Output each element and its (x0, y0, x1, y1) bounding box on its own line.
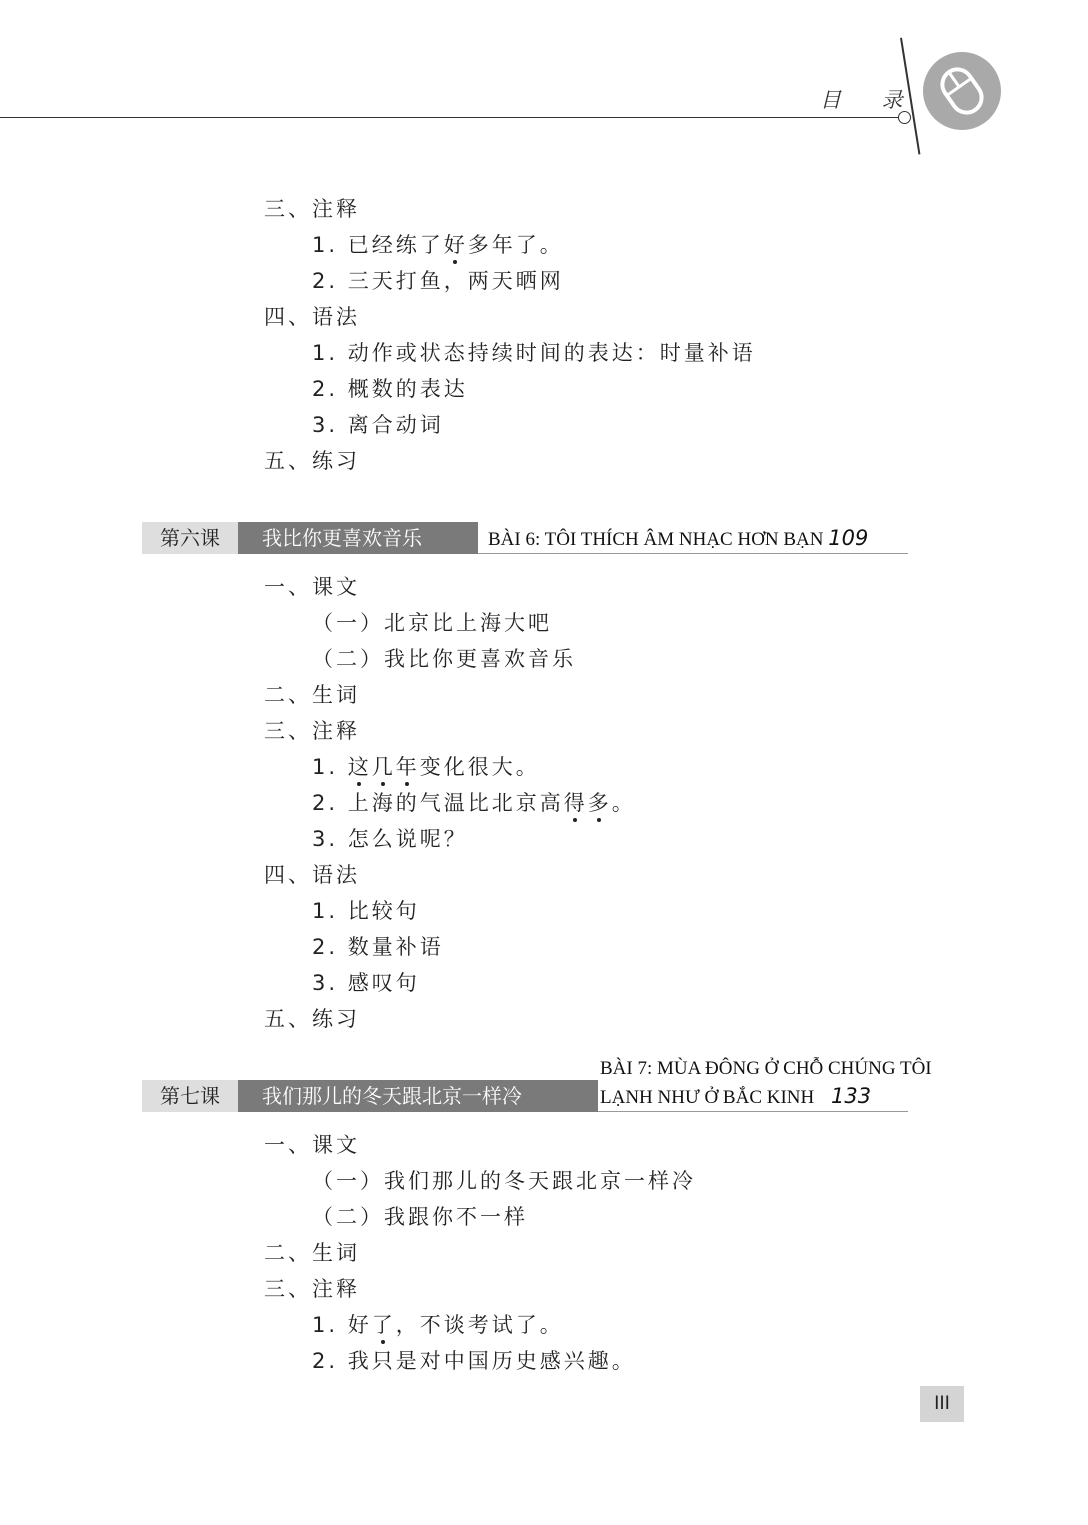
toc-heading-exercises[interactable]: 五、练习 (264, 449, 360, 473)
toc-heading-text[interactable]: 一、课文 (264, 1133, 360, 1157)
toc-item[interactable]: 3. 怎么说呢？ (312, 827, 468, 851)
lesson-title-chinese: 我比你更喜欢音乐 (238, 522, 478, 554)
toc-item[interactable]: （二）我比你更喜欢音乐 (312, 647, 576, 671)
lesson-title-vietnamese-line2 (600, 1084, 871, 1109)
toc-heading-exercises[interactable]: 五、练习 (264, 1007, 360, 1031)
toc-heading-vocabulary[interactable]: 二、生词 (264, 683, 360, 707)
toc-item[interactable]: 1. 动作或状态持续时间的表达：时量补语 (312, 341, 756, 365)
lesson-number: 第六课 (142, 522, 238, 554)
toc-item[interactable]: 2. 概数的表达 (312, 377, 468, 401)
lesson-title-vietnamese-text: LẠNH NHƯ Ở BẮC KINH (600, 1087, 815, 1108)
page-number: III (920, 1386, 964, 1422)
toc-item[interactable]: （一）北京比上海大吧 (312, 611, 552, 635)
toc-heading-notes[interactable]: 三、注释 (264, 1277, 360, 1301)
toc-item[interactable]: 2. 三天打鱼，两天晒网 (312, 269, 564, 293)
toc-heading-grammar[interactable]: 四、语法 (264, 863, 360, 887)
lesson-page-number: 133 (830, 1084, 872, 1108)
lesson-underline (598, 1111, 908, 1112)
toc-item[interactable]: 3. 离合动词 (312, 413, 444, 437)
mouse-icon (923, 52, 1001, 130)
toc-heading-text[interactable]: 一、课文 (264, 575, 360, 599)
toc-item[interactable]: 1. 已经练了好多年了。 (312, 233, 564, 257)
toc-item[interactable]: 3. 感叹句 (312, 971, 420, 995)
toc-heading-notes[interactable]: 三、注释 (264, 719, 360, 743)
toc-heading-notes[interactable]: 三、注释 (264, 197, 360, 221)
lesson-title-vietnamese (488, 526, 868, 551)
lesson-number: 第七课 (142, 1080, 238, 1112)
toc-item[interactable]: 2. 上海的气温比北京高得多。 (312, 791, 636, 815)
toc-item[interactable]: 1. 好了，不谈考试了。 (312, 1313, 564, 1337)
lesson-title-vietnamese-line1: BÀI 7: MÙA ĐÔNG Ở CHỖ CHÚNG TÔI (600, 1058, 932, 1079)
toc-item[interactable]: 2. 数量补语 (312, 935, 444, 959)
header-rule (0, 117, 905, 118)
toc-heading-vocabulary[interactable]: 二、生词 (264, 1241, 360, 1265)
toc-item[interactable]: （二）我跟你不一样 (312, 1205, 528, 1229)
page-header-title: 目 录 (820, 88, 920, 112)
lesson-title-vietnamese-text: BÀI 6: TÔI THÍCH ÂM NHẠC HƠN BẠN (488, 529, 824, 550)
toc-item[interactable]: 1. 比较句 (312, 899, 420, 923)
toc-item[interactable]: 1. 这几年变化很大。 (312, 755, 540, 779)
toc-heading-grammar[interactable]: 四、语法 (264, 305, 360, 329)
toc-item[interactable]: （一）我们那儿的冬天跟北京一样冷 (312, 1169, 696, 1193)
lesson-page-number: 109 (828, 526, 869, 550)
toc-item[interactable]: 2. 我只是对中国历史感兴趣。 (312, 1349, 636, 1373)
lesson-underline (478, 553, 908, 554)
lesson-title-chinese: 我们那儿的冬天跟北京一样冷 (238, 1080, 598, 1112)
